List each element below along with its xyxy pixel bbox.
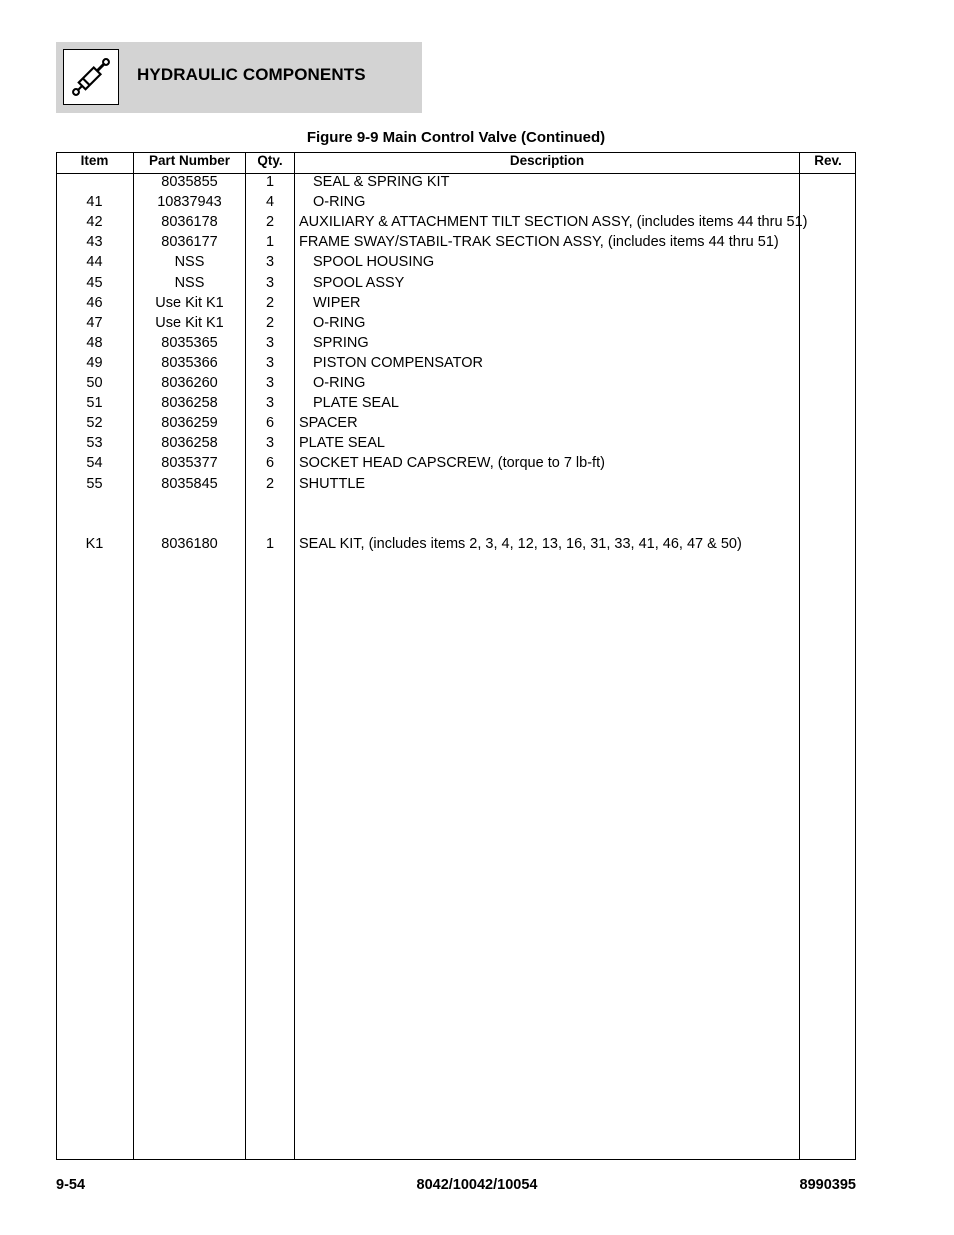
part-number-cell: 8036258 bbox=[161, 395, 218, 412]
table-row bbox=[56, 394, 856, 414]
qty-cell: 3 bbox=[265, 435, 275, 452]
qty-cell: 1 bbox=[265, 174, 275, 190]
item-cell: 45 bbox=[86, 274, 103, 291]
description-cell: O-RING bbox=[313, 314, 366, 331]
description-cell: SPOOL HOUSING bbox=[313, 254, 435, 271]
part-number-cell: 8036177 bbox=[161, 234, 218, 251]
part-number-cell: 8036259 bbox=[161, 415, 218, 432]
item-cell: 46 bbox=[86, 294, 103, 311]
part-number-cell: 8035377 bbox=[161, 455, 218, 472]
item-cell: 48 bbox=[86, 334, 103, 351]
table-row bbox=[56, 233, 856, 253]
column-header-description: Description bbox=[509, 153, 585, 168]
qty-cell: 3 bbox=[265, 274, 275, 291]
description-cell: SHUTTLE bbox=[299, 475, 366, 492]
item-cell: 55 bbox=[86, 475, 103, 492]
description-cell: O-RING bbox=[313, 375, 366, 391]
qty-cell: 2 bbox=[265, 475, 275, 492]
table-row bbox=[56, 173, 856, 193]
item-cell: K1 bbox=[85, 535, 104, 552]
section-title: HYDRAULIC COMPONENTS bbox=[137, 65, 366, 84]
table-row bbox=[56, 213, 856, 233]
item-cell: 41 bbox=[86, 194, 103, 211]
description-cell: PLATE SEAL bbox=[313, 395, 399, 412]
qty-cell: 6 bbox=[265, 455, 275, 472]
description-cell: SPOOL ASSY bbox=[313, 274, 405, 291]
qty-cell: 3 bbox=[265, 395, 275, 412]
qty-cell: 1 bbox=[265, 234, 275, 251]
description-cell: PISTON COMPENSATOR bbox=[313, 354, 483, 371]
table-row bbox=[56, 434, 856, 454]
item-cell: 53 bbox=[86, 435, 103, 452]
part-number-cell: NSS bbox=[174, 274, 205, 291]
part-number-cell: 8035855 bbox=[161, 174, 218, 190]
description-cell: PLATE SEAL bbox=[299, 435, 385, 452]
model-numbers: 8042/10042/10054 bbox=[416, 1177, 538, 1193]
table-row bbox=[56, 294, 856, 314]
table-row bbox=[56, 454, 856, 474]
description-cell: AUXILIARY & ATTACHMENT TILT SECTION ASSY, (includes items 44 thru 51) bbox=[299, 214, 808, 231]
item-cell: 43 bbox=[86, 234, 103, 251]
description-cell: SOCKET HEAD CAPSCREW, (torque to 7 lb-ft) bbox=[299, 455, 605, 472]
part-number-cell: Use Kit K1 bbox=[155, 314, 224, 331]
column-header-part-number: Part Number bbox=[148, 153, 231, 168]
part-number-cell: Use Kit K1 bbox=[155, 294, 224, 311]
description-cell: SPRING bbox=[313, 334, 369, 351]
qty-cell: 3 bbox=[265, 354, 275, 371]
page-number: 9-54 bbox=[56, 1177, 86, 1193]
hydraulic-cylinder-icon bbox=[63, 49, 119, 105]
description-cell: SEAL & SPRING KIT bbox=[313, 174, 450, 190]
qty-cell: 6 bbox=[265, 415, 275, 432]
table-row bbox=[56, 475, 856, 495]
table-row bbox=[56, 314, 856, 334]
table-row bbox=[56, 414, 856, 434]
description-cell: FRAME SWAY/STABIL-TRAK SECTION ASSY, (includes items 44 thru 51) bbox=[299, 234, 779, 251]
table-row bbox=[56, 354, 856, 374]
column-header-rev: Rev. bbox=[814, 153, 842, 168]
table-row bbox=[56, 193, 856, 213]
item-cell: 44 bbox=[86, 254, 103, 271]
qty-cell: 1 bbox=[265, 535, 275, 552]
part-number-cell: 8035366 bbox=[161, 354, 218, 371]
table-row bbox=[56, 274, 856, 294]
column-header-qty: Qty. bbox=[257, 153, 283, 168]
qty-cell: 3 bbox=[265, 334, 275, 351]
table-row bbox=[56, 515, 856, 535]
part-number-cell: 10837943 bbox=[157, 194, 222, 211]
item-cell: 42 bbox=[86, 214, 103, 231]
table-row bbox=[56, 253, 856, 273]
table-row bbox=[56, 495, 856, 515]
table-row bbox=[56, 334, 856, 354]
item-cell: 47 bbox=[86, 314, 103, 331]
qty-cell: 2 bbox=[265, 294, 275, 311]
part-number-cell: 8036260 bbox=[161, 375, 218, 391]
table-row bbox=[56, 374, 856, 394]
table-row bbox=[56, 535, 856, 555]
part-number-cell: 8036258 bbox=[161, 435, 218, 452]
part-number-cell: 8035845 bbox=[161, 475, 218, 492]
figure-title: Figure 9-9 Main Control Valve (Continued) bbox=[306, 129, 606, 146]
description-cell: SEAL KIT, (includes items 2, 3, 4, 12, 13, 16, 31, 33, 41, 46, 47 & 50) bbox=[299, 535, 742, 552]
part-number-cell: NSS bbox=[174, 254, 205, 271]
qty-cell: 4 bbox=[265, 194, 275, 211]
qty-cell: 2 bbox=[265, 214, 275, 231]
item-cell: 54 bbox=[86, 455, 103, 472]
description-cell: SPACER bbox=[299, 415, 358, 432]
column-header-item: Item bbox=[80, 153, 109, 168]
item-cell: 51 bbox=[86, 395, 103, 412]
description-cell: O-RING bbox=[313, 194, 366, 211]
qty-cell: 3 bbox=[265, 375, 275, 391]
description-cell: WIPER bbox=[313, 294, 361, 311]
item-cell: 52 bbox=[86, 415, 103, 432]
part-number-cell: 8035365 bbox=[161, 334, 218, 351]
item-cell: 50 bbox=[86, 375, 103, 391]
document-number: 8990395 bbox=[799, 1177, 856, 1193]
part-number-cell: 8036180 bbox=[161, 535, 218, 552]
part-number-cell: 8036178 bbox=[161, 214, 218, 231]
item-cell: 49 bbox=[86, 354, 103, 371]
qty-cell: 2 bbox=[265, 314, 275, 331]
qty-cell: 3 bbox=[265, 254, 275, 271]
